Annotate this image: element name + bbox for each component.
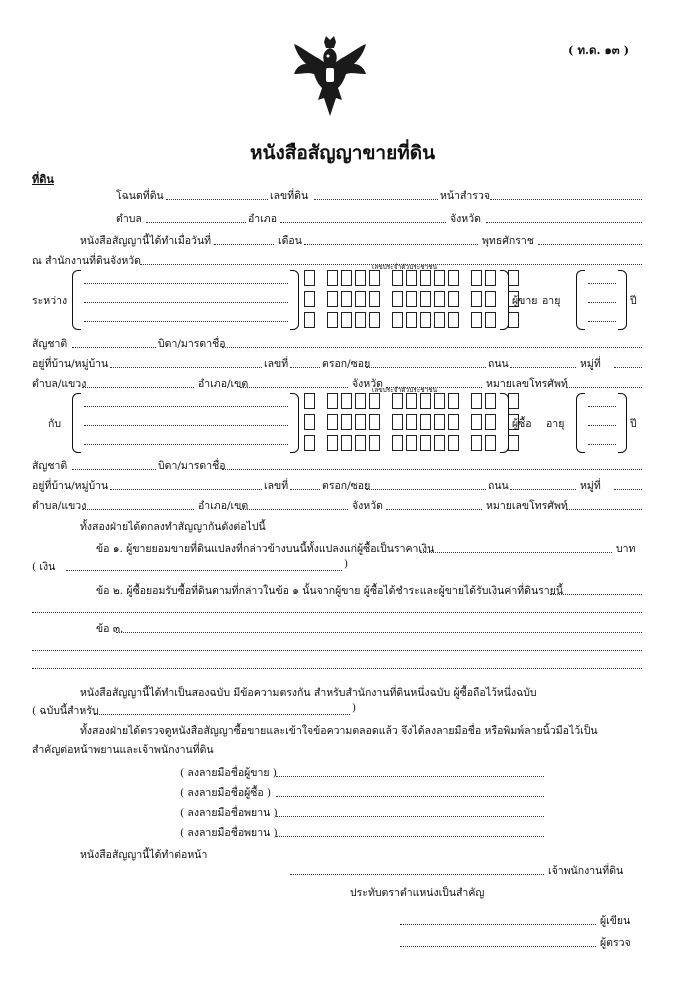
label-office: ณ สำนักงานที่ดินจังหวัด <box>32 255 141 267</box>
label-seller-house-no: เลขที่ <box>264 358 289 370</box>
seller-id-grid-2[interactable] <box>304 291 519 307</box>
field-subdistrict[interactable] <box>146 222 246 223</box>
label-made-on: หนังสือสัญญานี้ได้ทำเมื่อวันที่ <box>80 235 212 247</box>
label-buyer-alley: ตรอก/ซอย <box>322 480 371 492</box>
field-sig-checker[interactable] <box>400 946 596 947</box>
buyer-age-bracket-right <box>618 393 627 453</box>
label-buyer-address: อยู่ที่บ้าน/หมู่บ้าน <box>32 480 109 492</box>
label-seller-nationality: สัญชาติ <box>32 338 68 350</box>
field-year[interactable] <box>538 244 642 245</box>
label-buyer-province: จังหวัด <box>352 500 383 512</box>
label-seller-district: อำเภอ/เขต <box>198 378 249 390</box>
field-clause-2-a[interactable] <box>550 594 642 595</box>
seller-id-caption: เลขประจำตัวประชาชน <box>372 263 438 271</box>
buyer-id-caption: เลขประจำตัวประชาชน <box>372 386 438 394</box>
label-seller-address: อยู่ที่บ้าน/หมู่บ้าน <box>32 358 109 370</box>
label-survey-page: หน้าสำรวจ <box>440 190 490 202</box>
field-buyer-name-3[interactable] <box>84 444 288 445</box>
label-seller-subdistrict: ตำบล/แขวง <box>32 378 87 390</box>
field-sig-writer[interactable] <box>400 924 596 925</box>
label-buyer-years: ปี <box>630 418 637 430</box>
field-buyer-age-3[interactable] <box>588 444 616 445</box>
terms-intro: ทั้งสองฝ่ายได้ตกลงทำสัญญากันดังต่อไปนี้ <box>80 521 266 533</box>
field-buyer-road[interactable] <box>510 489 576 490</box>
label-buyer-house-no: เลขที่ <box>264 480 289 492</box>
label-buyer-road: ถนน <box>488 480 509 492</box>
field-buyer-nationality[interactable] <box>72 469 156 470</box>
field-buyer-subdistrict[interactable] <box>82 509 194 510</box>
field-seller-moo[interactable] <box>614 367 642 368</box>
label-between: ระหว่าง <box>32 295 68 307</box>
field-seller-road[interactable] <box>510 367 576 368</box>
label-baht: บาท <box>616 543 636 555</box>
seller-age-bracket-right <box>618 270 627 330</box>
field-month[interactable] <box>304 244 478 245</box>
label-buyer-district: อำเภอ/เขต <box>198 500 249 512</box>
field-province[interactable] <box>486 222 642 223</box>
copies-text: หนังสือสัญญานี้ได้ทำเป็นสองฉบับ มีข้อความตรงกัน สำหรับสำนักงานที่ดินหนึ่งฉบับ ผู้ซื้อถือไว้หนึ่งฉบับ <box>80 687 537 699</box>
label-seller-phone: หมายเลขโทรศัพท์ <box>486 378 568 390</box>
field-seller-age-3[interactable] <box>588 321 616 322</box>
section-land-label: ที่ดิน <box>32 173 54 186</box>
label-money-open: ( เงิน <box>32 561 56 573</box>
page-title: หนังสือสัญญาขายที่ดิน <box>250 142 436 164</box>
clause-3: ข้อ ๓. <box>96 623 124 635</box>
seal-label: ประทับตราตำแหน่งเป็นสำคัญ <box>350 887 485 899</box>
seller-bracket-right <box>290 270 299 330</box>
field-clause-3-b[interactable] <box>32 650 642 651</box>
field-seller-phone[interactable] <box>566 387 642 388</box>
field-buyer-name-2[interactable] <box>84 425 288 426</box>
label-buyer-subdistrict: ตำบล/แขวง <box>32 500 87 512</box>
field-sig-seller[interactable] <box>276 776 544 777</box>
field-buyer-moo[interactable] <box>614 489 642 490</box>
field-buyer-phone[interactable] <box>566 509 642 510</box>
field-seller-age-2[interactable] <box>588 302 616 303</box>
field-day[interactable] <box>214 244 274 245</box>
made-before-label: หนังสือสัญญานี้ได้ทำต่อหน้า <box>80 849 208 861</box>
sig-witness1-label: ( ลงลายมือชื่อพยาน ) <box>180 807 278 819</box>
field-buyer-district[interactable] <box>240 509 348 510</box>
buyer-age-bracket-left <box>576 393 585 453</box>
field-copy-for[interactable] <box>94 714 350 715</box>
field-sig-buyer[interactable] <box>276 796 544 797</box>
buyer-id-bracket <box>500 393 509 453</box>
label-buyer-age: อายุ <box>546 418 565 430</box>
label-money-close: ) <box>344 558 349 570</box>
label-month: เดือน <box>278 235 302 247</box>
label-seller-moo: หมู่ที่ <box>580 358 601 370</box>
field-price[interactable] <box>420 552 612 553</box>
field-survey-page[interactable] <box>490 199 642 200</box>
clause-2: ข้อ ๒. ผู้ซื้อยอมรับซื้อที่ดินตามที่กล่าวในข้อ ๑ นั้นจากผู้ขาย ผู้ซื้อได้ชำระและผู้ขายได้รับเงินค่าที่ดินรายนี้ <box>96 585 563 597</box>
label-seller-years: ปี <box>630 295 637 307</box>
field-buyer-house-no[interactable] <box>290 489 320 490</box>
field-buyer-name-1[interactable] <box>84 406 288 407</box>
field-land-no[interactable] <box>314 199 438 200</box>
field-buyer-parents[interactable] <box>222 469 642 470</box>
seller-bracket-left <box>72 270 81 330</box>
label-land-no: เลขที่ดิน <box>270 190 309 202</box>
sig-seller-label: ( ลงลายมือชื่อผู้ขาย ) <box>180 767 277 779</box>
garuda-emblem-icon <box>290 34 370 118</box>
label-buyer-nationality: สัญชาติ <box>32 460 68 472</box>
label-buyer-phone: หมายเลขโทรศัพท์ <box>486 500 568 512</box>
checker-label: ผู้ตรวจ <box>600 937 631 949</box>
field-sig-officer[interactable] <box>290 874 544 875</box>
buyer-id-grid-1[interactable] <box>304 393 519 409</box>
agreement-line-1: ทั้งสองฝ่ายได้ตรวจดูหนังสือสัญญาซื้อขายและเข้าใจข้อความตลอดแล้ว จึงได้ลงลายมือชื่อ หรือพิมพ์ลายนิ้วมือไว้เป็น <box>80 725 598 737</box>
label-year: พุทธศักราช <box>482 235 534 247</box>
buyer-id-grid-2[interactable] <box>304 414 519 430</box>
clause-1: ข้อ ๑. ผู้ขายยอมขายที่ดินแปลงที่กล่าวข้างบนนี้ทั้งแปลงแก่ผู้ซื้อเป็นราคาเงิน <box>96 543 435 555</box>
field-clause-2-b[interactable] <box>32 612 642 613</box>
field-buyer-age-1[interactable] <box>588 406 616 407</box>
writer-label: ผู้เขียน <box>600 915 631 927</box>
label-seller-road: ถนน <box>488 358 509 370</box>
field-seller-name-2[interactable] <box>84 302 288 303</box>
label-subdistrict: ตำบล <box>116 213 142 225</box>
label-district: อำเภอ <box>248 213 278 225</box>
buyer-id-grid-3[interactable] <box>304 435 519 451</box>
field-seller-name-1[interactable] <box>84 283 288 284</box>
field-seller-village[interactable] <box>110 367 262 368</box>
form-code: ( ท.ด. ๑๓ ) <box>568 43 630 57</box>
label-seller: ผู้ขาย <box>512 295 538 307</box>
officer-label: เจ้าพนักงานที่ดิน <box>548 865 624 877</box>
field-seller-name-3[interactable] <box>84 321 288 322</box>
label-copy-for-close: ) <box>352 702 357 714</box>
field-buyer-village[interactable] <box>110 489 262 490</box>
seller-id-grid-3[interactable] <box>304 312 519 328</box>
field-clause-3-a[interactable] <box>116 632 642 633</box>
field-clause-3-c[interactable] <box>32 668 642 669</box>
sig-witness2-label: ( ลงลายมือชื่อพยาน ) <box>180 827 278 839</box>
field-seller-subdistrict[interactable] <box>82 387 194 388</box>
seller-id-bracket <box>500 270 509 330</box>
buyer-bracket-left <box>72 393 81 453</box>
label-copy-for-open: ( ฉบับนี้สำหรับ <box>32 705 99 717</box>
field-buyer-age-2[interactable] <box>588 425 616 426</box>
field-sig-witness2[interactable] <box>276 836 544 837</box>
field-buyer-province[interactable] <box>386 509 482 510</box>
field-deed-no[interactable] <box>166 199 268 200</box>
label-seller-parents: บิดา/มารดาชื่อ <box>158 338 226 350</box>
label-buyer-parents: บิดา/มารดาชื่อ <box>158 460 226 472</box>
label-seller-alley: ตรอก/ซอย <box>322 358 371 370</box>
field-seller-age-1[interactable] <box>588 283 616 284</box>
seller-age-bracket-left <box>576 270 585 330</box>
agreement-line-2: สำคัญต่อหน้าพยานและเจ้าพนักงานที่ดิน <box>32 744 214 756</box>
field-seller-district[interactable] <box>240 387 348 388</box>
label-buyer-moo: หมู่ที่ <box>580 480 601 492</box>
field-district[interactable] <box>280 222 446 223</box>
field-seller-house-no[interactable] <box>290 367 320 368</box>
seller-id-grid-1[interactable] <box>304 270 519 286</box>
label-province: จังหวัด <box>450 213 481 225</box>
label-buyer: ผู้ซื้อ <box>512 418 532 430</box>
field-seller-nationality[interactable] <box>72 347 156 348</box>
buyer-bracket-right <box>290 393 299 453</box>
field-buyer-alley[interactable] <box>366 489 486 490</box>
field-price-words[interactable] <box>66 570 342 571</box>
field-seller-parents[interactable] <box>222 347 642 348</box>
label-with: กับ <box>48 418 62 430</box>
field-seller-alley[interactable] <box>366 367 486 368</box>
field-sig-witness1[interactable] <box>276 816 544 817</box>
label-seller-age: อายุ <box>542 295 561 307</box>
sig-buyer-label: ( ลงลายมือชื่อผู้ซื้อ ) <box>180 787 272 799</box>
label-seller-province: จังหวัด <box>352 378 383 390</box>
label-deed-no: โฉนดที่ดิน <box>116 190 164 202</box>
